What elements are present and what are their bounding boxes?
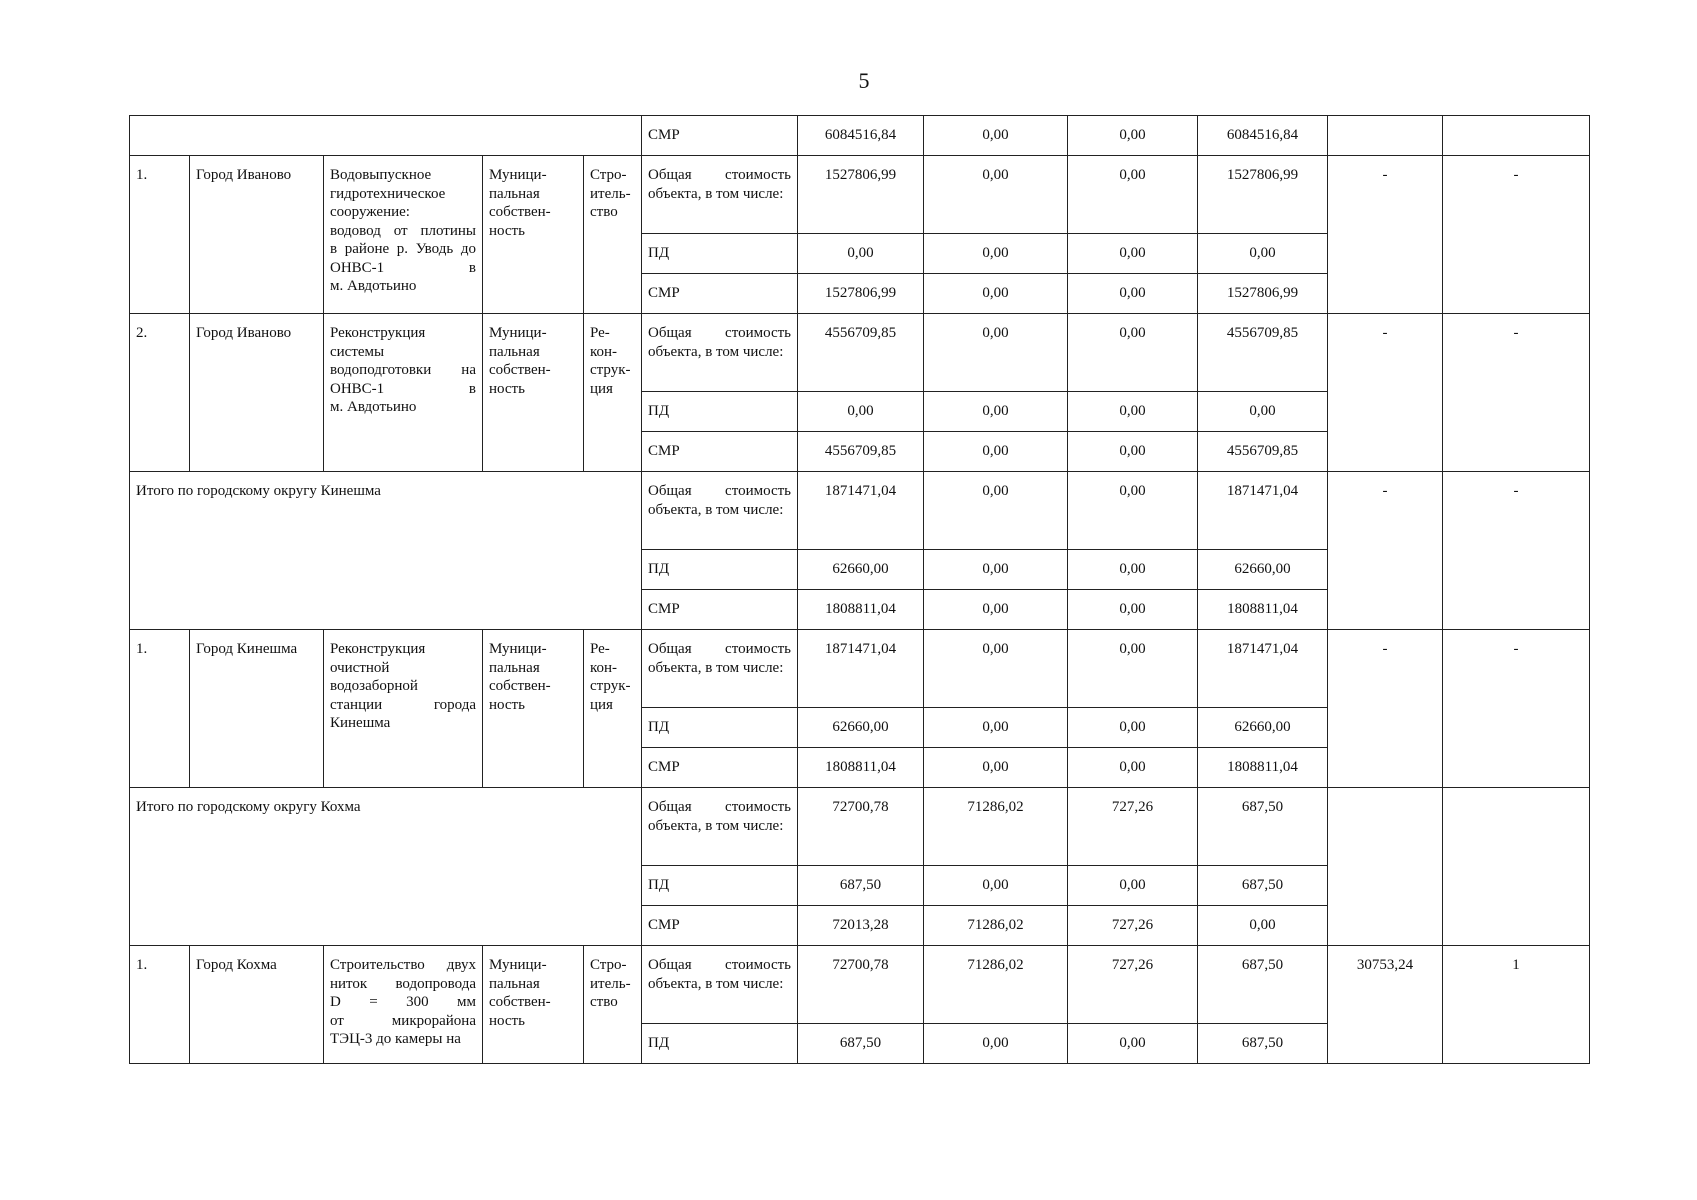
text-line: Муници- [489, 641, 547, 657]
value-cell: 687,50 [1198, 866, 1328, 906]
value-cell: 4556709,85 [798, 432, 924, 472]
text-line: от микрорайона [330, 1012, 476, 1029]
value-cell: 1527806,99 [1198, 274, 1328, 314]
district-total-title: Итого по городскому округу Кинешма [130, 472, 642, 630]
cost-label-cell: Общая стоимость объекта, в том числе: [642, 472, 798, 550]
value-cell: 727,26 [1068, 946, 1198, 1024]
value-cell: 71286,02 [924, 946, 1068, 1024]
text-line: собствен- [489, 204, 551, 220]
value-cell: 687,50 [1198, 1024, 1328, 1064]
value-cell: 727,26 [1068, 906, 1198, 946]
text-line: пальная [489, 343, 540, 360]
text-line: кон- [590, 659, 618, 676]
city-cell: Город Кохма [190, 946, 324, 1064]
text-line: Водовыпускное [330, 167, 432, 183]
text-line: ность [489, 696, 525, 713]
value-cell: 1527806,99 [798, 156, 924, 234]
ownership-cell [483, 314, 584, 472]
page-number: 5 [858, 68, 870, 93]
object-name-cell [324, 314, 483, 472]
value-cell: 0,00 [1068, 708, 1198, 748]
text-line: Кинешма [330, 715, 391, 731]
extra-value-cell: 30753,24 [1328, 946, 1443, 1064]
text-line: системы [330, 343, 385, 360]
text-line: ОНВС-1 в [330, 259, 476, 276]
value-cell: 0,00 [1068, 234, 1198, 274]
value-cell: 1871471,04 [798, 630, 924, 708]
text-line: итель- [590, 185, 631, 202]
value-cell: 0,00 [1198, 234, 1328, 274]
text-line: пальная [489, 975, 540, 992]
value-cell: 72700,78 [798, 946, 924, 1024]
value-cell: 0,00 [1068, 748, 1198, 788]
work-type-cell [584, 156, 642, 314]
value-cell: 0,00 [924, 550, 1068, 590]
value-cell: 1527806,99 [798, 274, 924, 314]
text-line: Ре- [590, 641, 610, 657]
value-cell: 0,00 [1068, 274, 1198, 314]
value-cell: 71286,02 [924, 788, 1068, 866]
value-cell: 0,00 [1068, 590, 1198, 630]
value-cell: 0,00 [924, 590, 1068, 630]
value-cell: 0,00 [1068, 472, 1198, 550]
value-cell: 687,50 [798, 1024, 924, 1064]
value-cell: 0,00 [798, 234, 924, 274]
text-line: пальная [489, 659, 540, 676]
text-line: собствен- [489, 362, 551, 378]
value-cell: 687,50 [1198, 946, 1328, 1024]
row-label: ПД [642, 866, 798, 906]
text-line: кон- [590, 343, 618, 360]
value-cell: 62660,00 [798, 708, 924, 748]
cost-label-cell: Общая стоимость объекта, в том числе: [642, 946, 798, 1024]
extra-value-cell [1328, 788, 1443, 946]
text-line: ность [489, 1012, 525, 1029]
extra-value-cell [1443, 788, 1590, 946]
value-cell: 0,00 [924, 432, 1068, 472]
value-cell: 0,00 [1068, 432, 1198, 472]
text-line: Стро- [590, 167, 627, 183]
district-total-title: Итого по городскому округу Кохма [130, 788, 642, 946]
value-cell: 0,00 [924, 156, 1068, 234]
cost-label-cell: Общая стоимость объекта, в том числе: [642, 788, 798, 866]
value-cell: 62660,00 [1198, 708, 1328, 748]
text-line: станции города [330, 696, 476, 713]
row-label: ПД [642, 234, 798, 274]
value-cell: 0,00 [924, 274, 1068, 314]
value-cell: 0,00 [1198, 392, 1328, 432]
value-cell: 687,50 [798, 866, 924, 906]
item-number: 1. [130, 156, 190, 314]
text-line: струк- [590, 678, 631, 694]
value-cell: 62660,00 [798, 550, 924, 590]
row-label: СМР [642, 906, 798, 946]
value-cell: 687,50 [1198, 788, 1328, 866]
value-cell: 1808811,04 [798, 590, 924, 630]
object-name-cell [324, 156, 483, 314]
item-number: 1. [130, 630, 190, 788]
value-cell: 0,00 [924, 708, 1068, 748]
work-type-cell [584, 630, 642, 788]
text-line: м. Авдотьино [330, 278, 417, 294]
value-cell: 4556709,85 [1198, 432, 1328, 472]
value-cell: 0,00 [924, 866, 1068, 906]
text-line: сооружение: [330, 204, 410, 220]
text-line: в районе р. Уводь до [330, 241, 476, 257]
text-line: Реконструкция [330, 325, 426, 341]
text-line: очистной [330, 659, 390, 676]
text-line: водовод от плотины [330, 222, 476, 239]
row-label: ПД [642, 1024, 798, 1064]
value-cell: 1871471,04 [1198, 630, 1328, 708]
row-label: СМР [642, 274, 798, 314]
value-cell: 727,26 [1068, 788, 1198, 866]
ownership-cell [483, 156, 584, 314]
text-line: ция [590, 380, 613, 397]
text-line: D = 300 мм [330, 994, 476, 1010]
value-cell: 1871471,04 [798, 472, 924, 550]
row-label: СМР [642, 432, 798, 472]
text-line: ниток водопровода [330, 975, 476, 992]
value-cell: 6084516,84 [1198, 116, 1328, 156]
text-line: Строительство двух [330, 957, 476, 973]
text-line: гидротехническое [330, 185, 446, 202]
value-cell: 0,00 [1068, 392, 1198, 432]
value-cell: 0,00 [924, 314, 1068, 392]
text-line: Муници- [489, 325, 547, 341]
extra-value-cell: - [1443, 156, 1590, 314]
row-label: ПД [642, 550, 798, 590]
value-cell: 0,00 [1068, 630, 1198, 708]
text-line: Стро- [590, 957, 627, 973]
text-line: ТЭЦ-3 до камеры на [330, 1031, 461, 1047]
value-cell: 0,00 [924, 1024, 1068, 1064]
text-line: собствен- [489, 994, 551, 1010]
row-label: ПД [642, 392, 798, 432]
value-cell: 0,00 [1068, 156, 1198, 234]
value-cell: 0,00 [1068, 314, 1198, 392]
text-line: м. Авдотьино [330, 399, 417, 415]
cost-label-cell: Общая стоимость объекта, в том числе: [642, 630, 798, 708]
value-cell: 0,00 [1068, 1024, 1198, 1064]
value-cell: 4556709,85 [1198, 314, 1328, 392]
text-line: Реконструкция [330, 641, 426, 657]
cost-label-cell: Общая стоимость объекта, в том числе: [642, 156, 798, 234]
value-cell: 1808811,04 [798, 748, 924, 788]
text-line: ство [590, 204, 618, 220]
city-cell: Город Иваново [190, 156, 324, 314]
row-label: ПД [642, 708, 798, 748]
text-line: струк- [590, 362, 631, 378]
value-cell: 1808811,04 [1198, 748, 1328, 788]
extra-value-cell: - [1328, 314, 1443, 472]
value-cell: 4556709,85 [798, 314, 924, 392]
value-cell: 0,00 [924, 234, 1068, 274]
value-cell: 71286,02 [924, 906, 1068, 946]
text-line: ность [489, 222, 525, 239]
text-line: Муници- [489, 167, 547, 183]
investment-table [129, 115, 1590, 1064]
text-line: водозаборной [330, 678, 418, 694]
item-number: 2. [130, 314, 190, 472]
text-line: ция [590, 696, 613, 713]
work-type-cell [584, 946, 642, 1064]
text-line: итель- [590, 975, 631, 992]
text-line: Ре- [590, 325, 610, 341]
value-cell: 72700,78 [798, 788, 924, 866]
value-cell: 6084516,84 [798, 116, 924, 156]
blank-cell [1443, 116, 1590, 156]
blank-cell [1328, 116, 1443, 156]
extra-value-cell: - [1328, 156, 1443, 314]
value-cell: 0,00 [1068, 866, 1198, 906]
text-line: пальная [489, 185, 540, 202]
text-line: Муници- [489, 957, 547, 973]
value-cell: 0,00 [1068, 116, 1198, 156]
text-line: ОНВС-1 в [330, 380, 476, 397]
row-label: СМР [642, 748, 798, 788]
extra-value-cell: 1 [1443, 946, 1590, 1064]
value-cell: 72013,28 [798, 906, 924, 946]
item-number: 1. [130, 946, 190, 1064]
ownership-cell [483, 630, 584, 788]
row-label: СМР [642, 590, 798, 630]
city-cell: Город Кинешма [190, 630, 324, 788]
value-cell: 0,00 [798, 392, 924, 432]
value-cell: 1808811,04 [1198, 590, 1328, 630]
extra-value-cell: - [1443, 472, 1590, 630]
extra-value-cell: - [1443, 314, 1590, 472]
value-cell: 0,00 [924, 472, 1068, 550]
extra-value-cell: - [1328, 630, 1443, 788]
object-name-cell [324, 630, 483, 788]
blank-cell [130, 116, 642, 156]
value-cell: 0,00 [924, 392, 1068, 432]
text-line: собствен- [489, 678, 551, 694]
value-cell: 1871471,04 [1198, 472, 1328, 550]
ownership-cell [483, 946, 584, 1064]
value-cell: 0,00 [924, 748, 1068, 788]
city-cell: Город Иваново [190, 314, 324, 472]
text-line: водоподготовки на [330, 362, 476, 378]
object-name-cell [324, 946, 483, 1064]
value-cell: 62660,00 [1198, 550, 1328, 590]
extra-value-cell: - [1328, 472, 1443, 630]
row-label: СМР [642, 116, 798, 156]
work-type-cell [584, 314, 642, 472]
value-cell: 0,00 [1068, 550, 1198, 590]
value-cell: 0,00 [1198, 906, 1328, 946]
cost-label-cell: Общая стоимость объекта, в том числе: [642, 314, 798, 392]
value-cell: 0,00 [924, 630, 1068, 708]
text-line: ство [590, 994, 618, 1010]
extra-value-cell: - [1443, 630, 1590, 788]
value-cell: 0,00 [924, 116, 1068, 156]
value-cell: 1527806,99 [1198, 156, 1328, 234]
text-line: ность [489, 380, 525, 397]
